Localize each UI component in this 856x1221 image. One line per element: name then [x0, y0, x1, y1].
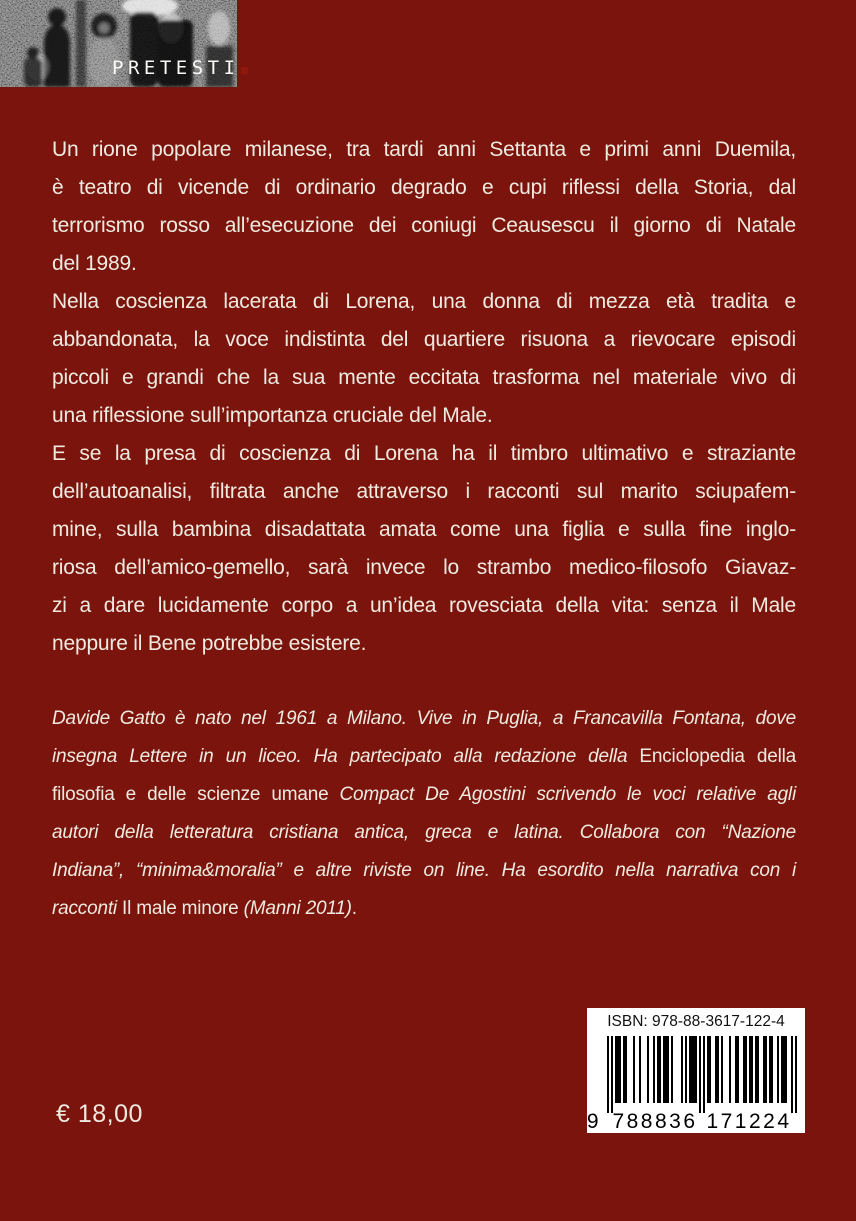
bio-roman-text: . [351, 898, 357, 919]
blurb-paragraph [52, 283, 796, 435]
blurb-line: riosa dell’amico-gemello, sarà invece lo strambo medico-filosofo Giavaz- [52, 556, 796, 579]
blurb-line: è teatro di vicende di ordinario degrado e cupi riflessi della Storia, dal [52, 176, 796, 199]
publisher-logo-text: PRETESTI [112, 57, 240, 79]
blurb-paragraph [52, 131, 796, 283]
blurb-line: dell’autoanalisi, filtrata anche attraverso i racconti sul marito sciupafem- [52, 480, 796, 503]
blurb [52, 131, 796, 663]
blurb-line: una riflessione sull’importanza cruciale del Male. [52, 404, 493, 427]
bio-italic-text: autori della letteratura cristiana antica, greca e latina. Collabora con “Nazione [52, 822, 796, 843]
isbn-barcode [587, 1008, 805, 1133]
bio-italic-text: Davide Gatto è nato nel 1961 a Milano. Vive in Puglia, a Francavilla Fontana, dove [52, 708, 796, 729]
bio-line [52, 890, 796, 928]
bio-italic-text: Compact De Agostini scrivendo le voci relative agli [339, 784, 796, 805]
bio-roman-text: filosofia e delle scienze umane [52, 784, 340, 805]
bio-italic-text: (Manni 2011) [243, 898, 352, 919]
price-label: € 18,00 [56, 1100, 143, 1128]
isbn-label: ISBN: 978-88-3617-122-4 [607, 1013, 785, 1030]
svg-text:788836: 788836 [612, 1110, 698, 1132]
blurb-line: terrorismo rosso all’esecuzione dei coniugi Ceausescu il giorno di Natale [52, 214, 796, 237]
blurb-line: Nella coscienza lacerata di Lorena, una donna di mezza età tradita e [52, 290, 796, 313]
author-bio [52, 700, 796, 928]
bio-line [52, 700, 796, 738]
blurb-line: piccoli e grandi che la sua mente eccitata trasforma nel materiale vivo di [52, 366, 796, 389]
bio-italic-text: racconti [52, 898, 123, 919]
bio-italic-text: Indiana”, “minima&moralia” e altre riviste on line. Ha esordito nella narrativa con i [52, 860, 796, 881]
bio-roman-text: Il male minore [122, 898, 244, 919]
bio-line [52, 738, 796, 776]
blurb-line: E se la presa di coscienza di Lorena ha il timbro ultimativo e straziante [52, 442, 796, 465]
bio-line [52, 852, 796, 890]
ean13-barcode [587, 1036, 805, 1132]
blurb-line: Un rione popolare milanese, tra tardi anni Settanta e primi anni Duemila, [52, 138, 796, 161]
bio-roman-text: Enciclopedia della [639, 746, 796, 767]
svg-text:9: 9 [587, 1110, 601, 1132]
blurb-paragraph [52, 435, 796, 663]
blurb-line: zi a dare lucidamente corpo a un’idea rovesciata della vita: senza il Male [52, 594, 796, 617]
blurb-line: mine, sulla bambina disadattata amata come una figlia e sulla fine inglo- [52, 518, 796, 541]
bio-line [52, 814, 796, 852]
publisher-logo [112, 57, 248, 79]
blurb-line: del 1989. [52, 252, 137, 275]
logo-dot [241, 67, 248, 74]
svg-text:171224: 171224 [706, 1110, 792, 1132]
bio-line [52, 776, 796, 814]
bio-italic-text: insegna Lettere in un liceo. Ha partecipato alla redazione della [52, 746, 640, 767]
blurb-line: neppure il Bene potrebbe esistere. [52, 632, 367, 655]
blurb-line: abbandonata, la voce indistinta del quartiere risuona a rievocare episodi [52, 328, 796, 351]
